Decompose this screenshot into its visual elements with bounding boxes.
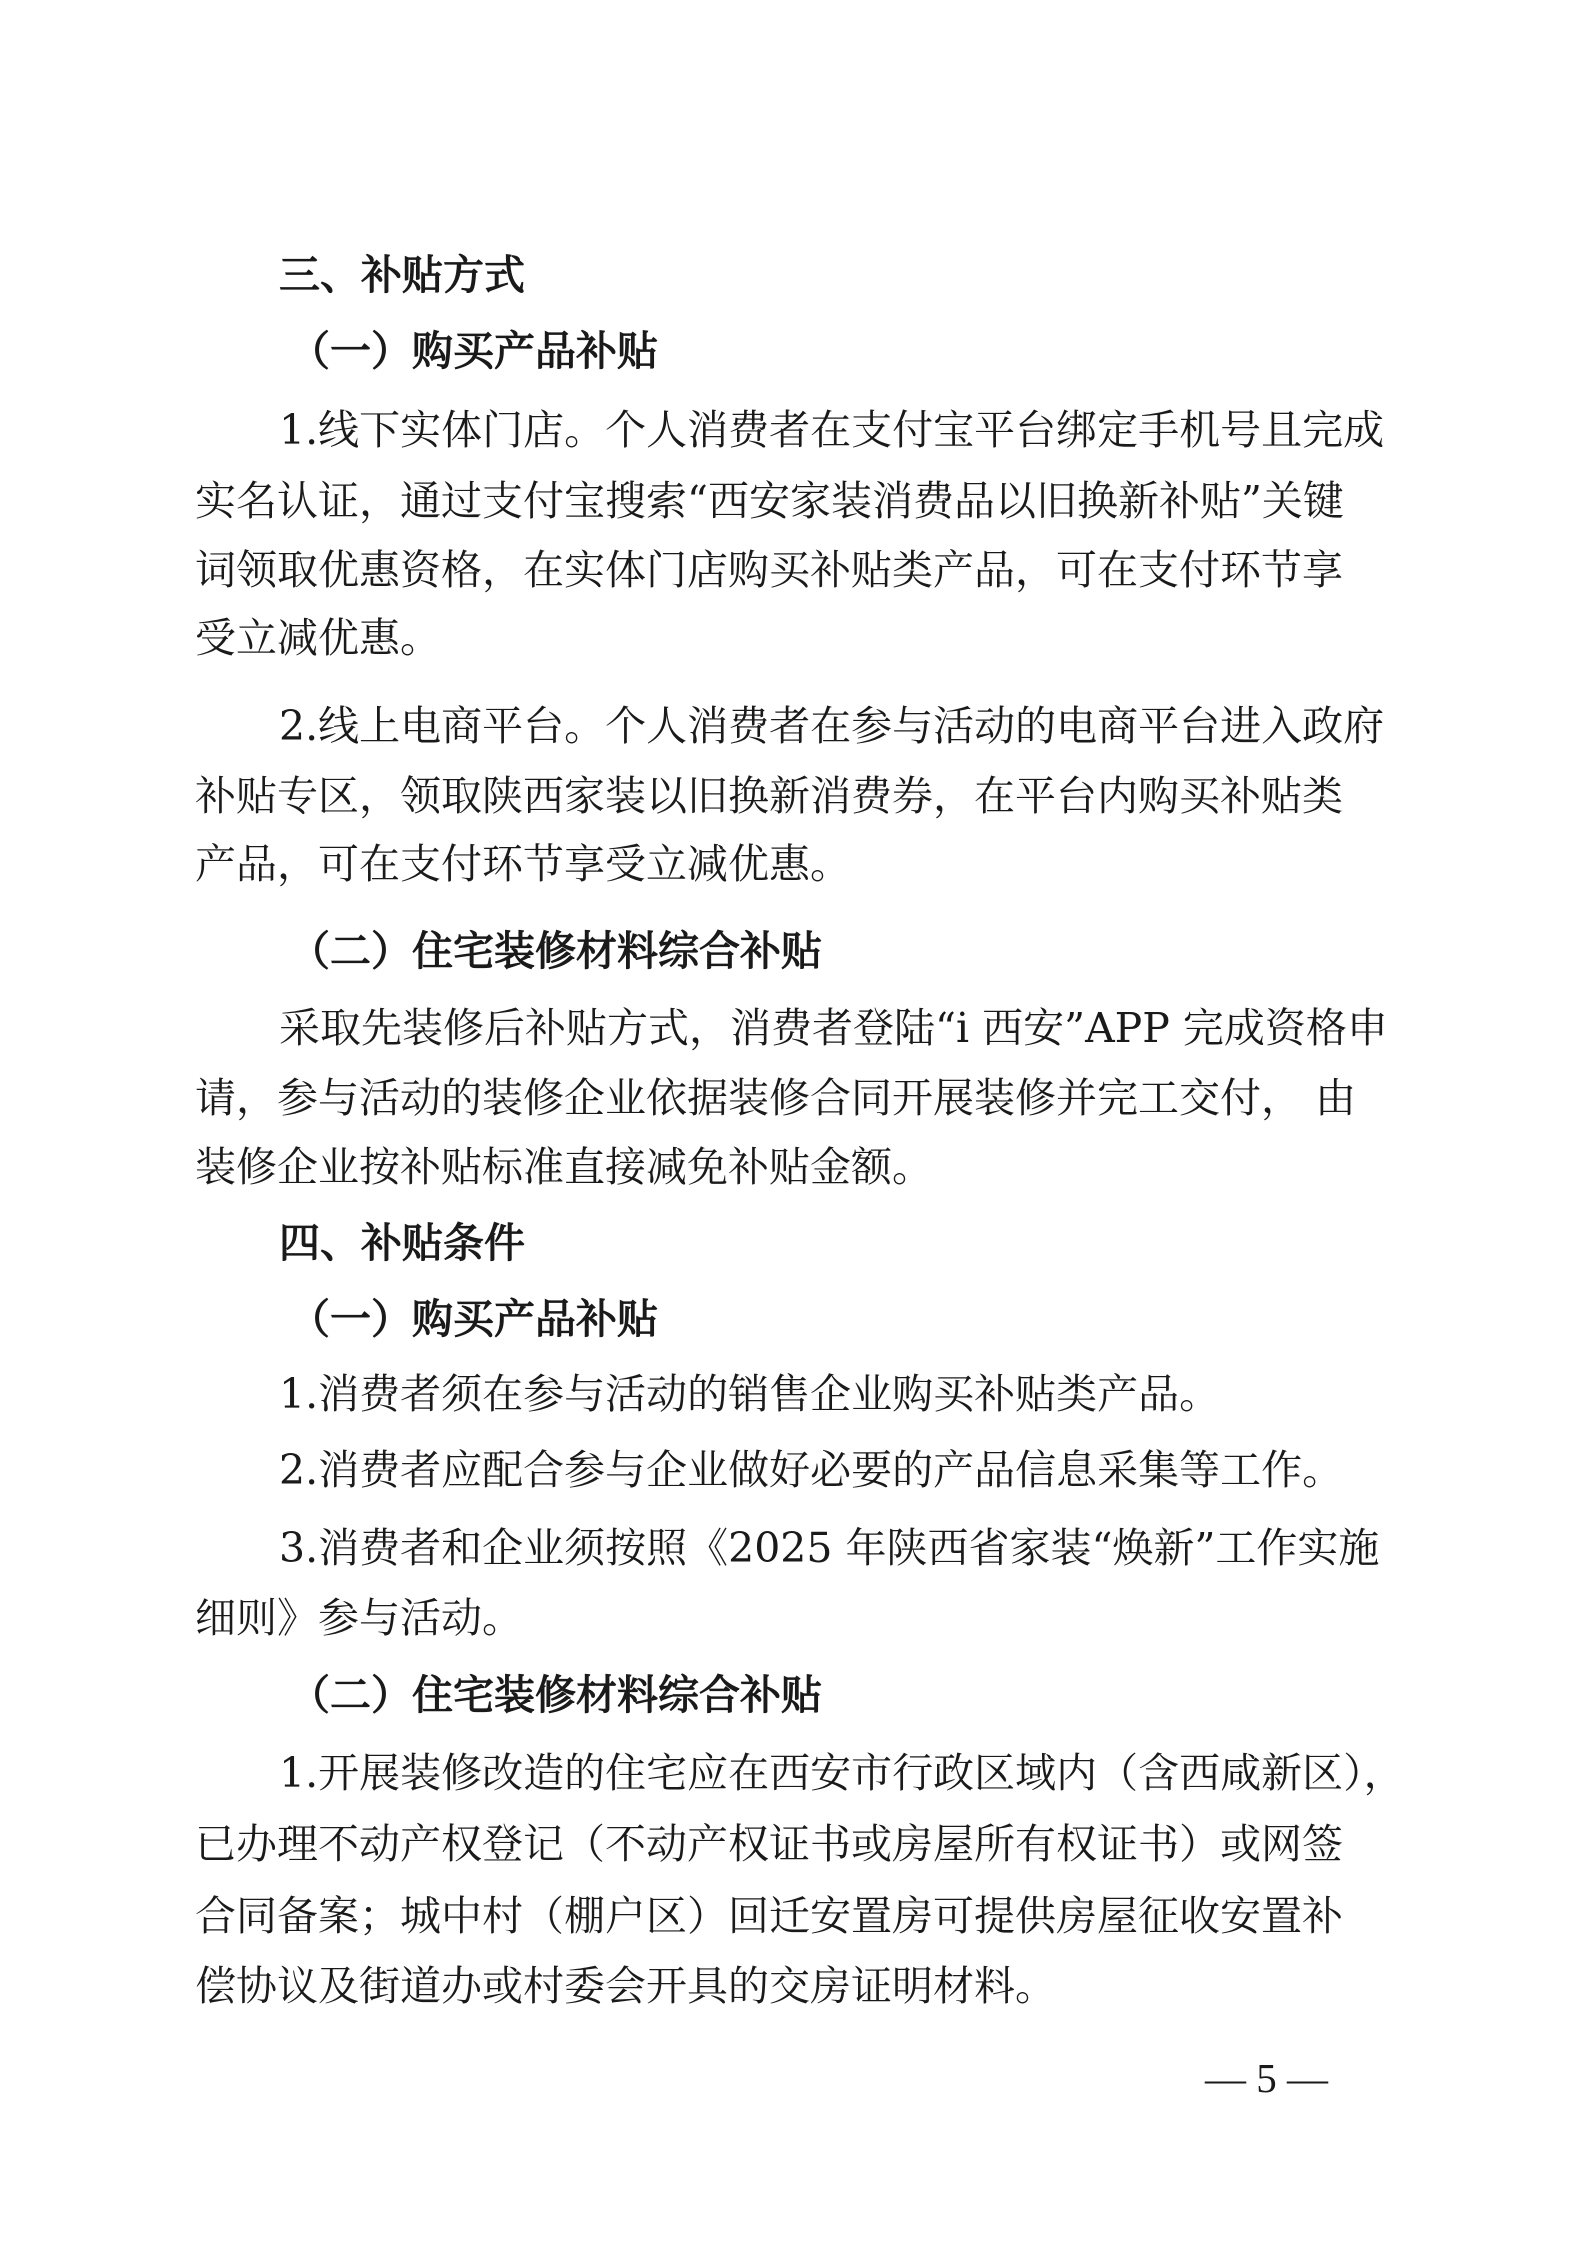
subheading-product-purchase-subsidy: （一）购买产品补贴 [289,327,658,375]
condition-item-1: 1.消费者须在参与活动的销售企业购买补贴类产品。 [279,1370,1221,1418]
subheading-product-purchase-subsidy-2: （一）购买产品补贴 [289,1295,658,1343]
subheading-renovation-subsidy: （二）住宅装修材料综合补贴 [289,927,822,975]
paragraph-line: 采取先装修后补贴方式，消费者登陆“i 西安”APP 完成资格申 [279,1004,1388,1052]
paragraph-line: 3.消费者和企业须按照《2025 年陕西省家装“焕新”工作实施 [279,1524,1380,1572]
paragraph-line: 装修企业按补贴标准直接减免补贴金额。 [195,1143,933,1191]
paragraph-line: 词领取优惠资格，在实体门店购买补贴类产品，可在支付环节享 [195,546,1343,594]
paragraph-line: 1.线下实体门店。个人消费者在支付宝平台绑定手机号且完成 [279,406,1385,454]
paragraph-line: 产品，可在支付环节享受立减优惠。 [195,840,851,888]
paragraph-line: 细则》参与活动。 [195,1594,523,1642]
paragraph-line: 受立减优惠。 [195,614,441,662]
paragraph-line: 补贴专区，领取陕西家装以旧换新消费券，在平台内购买补贴类 [195,772,1343,820]
paragraph-line: 已办理不动产权登记（不动产权证书或房屋所有权证书）或网签 [195,1820,1343,1868]
condition-item-2: 2.消费者应配合参与企业做好必要的产品信息采集等工作。 [279,1446,1344,1494]
paragraph-line: 偿协议及街道办或村委会开具的交房证明材料。 [195,1962,1056,2010]
subheading-renovation-subsidy-2: （二）住宅装修材料综合补贴 [289,1671,822,1719]
section-heading-subsidy-conditions: 四、补贴条件 [279,1219,525,1267]
paragraph-line: 1.开展装修改造的住宅应在西安市行政区域内（含西咸新区）， [279,1749,1405,1797]
paragraph-line: 2.线上电商平台。个人消费者在参与活动的电商平台进入政府 [279,702,1385,750]
paragraph-line: 请，参与活动的装修企业依据装修合同开展装修并完工交付， 由 [195,1074,1357,1122]
section-heading-subsidy-method: 三、补贴方式 [279,251,525,299]
paragraph-line: 实名认证，通过支付宝搜索“西安家装消费品以旧换新补贴”关键 [195,477,1344,525]
paragraph-line: 合同备案；城中村（棚户区）回迁安置房可提供房屋征收安置补 [195,1892,1343,1940]
page-number: — 5 — [1205,2055,1328,2101]
